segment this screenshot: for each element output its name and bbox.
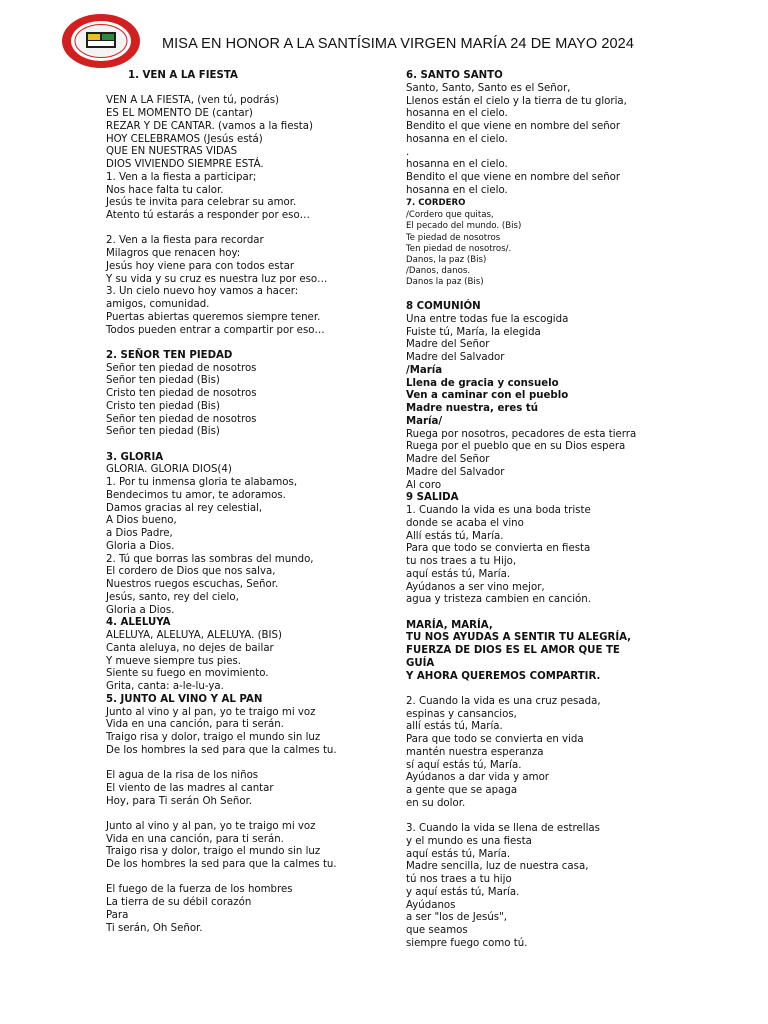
lyric-line: Bendito el que viene en nombre del señor xyxy=(406,172,621,183)
lyric-line: Nuestros ruegos escuchas, Señor. xyxy=(106,579,279,590)
lyric-line: Ayúdanos a ser vino mejor, xyxy=(406,581,545,593)
lyric-line: Ven a caminar con el pueblo xyxy=(406,390,569,402)
lyric-line: Traigo risa y dolor, traigo el mundo sin luz xyxy=(106,732,321,743)
lyric-line: ES EL MOMENTO DE (cantar) xyxy=(106,108,253,119)
lyric-line: 3. Cuando la vida se llena de estrellas xyxy=(406,823,600,835)
lyric-line: Madre del Señor xyxy=(406,454,490,466)
section-title: 2. SEÑOR TEN PIEDAD xyxy=(106,349,233,361)
lyric-line: GLORIA. GLORIA DIOS(4) xyxy=(106,464,232,476)
section-title: 6. SANTO SANTO xyxy=(406,70,503,81)
lyric-line: Vida en una canción, para ti serán. xyxy=(106,719,284,731)
lyric-line: . xyxy=(406,146,410,158)
lyric-line: amigos, comunidad. xyxy=(106,299,210,310)
lyric-line: Al coro xyxy=(406,479,442,491)
lyric-line: espinas y cansancios, xyxy=(406,708,517,720)
lyric-line: y aquí estás tú, María. xyxy=(406,886,520,898)
lyric-line: a gente que se apaga xyxy=(406,785,518,797)
lyric-line: La tierra de su débil corazón xyxy=(106,897,252,908)
section-title: 7. CORDERO xyxy=(406,197,466,208)
lyric-line: Madre nuestra, eres tú xyxy=(406,403,539,415)
lyric-line: Gloria a Dios. xyxy=(106,604,175,616)
section-title: 8 COMUNIÓN xyxy=(406,301,481,313)
right-column xyxy=(406,70,706,951)
lyric-line: 1. Ven a la fiesta a participar; xyxy=(106,171,257,183)
lyrics-block xyxy=(106,464,376,617)
lyric-line: De los hombres la sed para que la calmes tu. xyxy=(106,744,337,756)
lyric-line: Bendito el que viene en nombre del señor xyxy=(406,121,621,132)
lyric-line: sí aquí estás tú, María. xyxy=(406,759,522,771)
lyrics-block xyxy=(406,365,706,429)
left-column xyxy=(106,70,376,935)
lyric-line: 2. Tú que borras las sombras del mundo, xyxy=(106,553,314,565)
lyric-line: y el mundo es una fiesta xyxy=(406,835,532,847)
lyric-line: GUÍA xyxy=(406,657,435,669)
lyric-line: Nos hace falta tu calor. xyxy=(106,184,224,196)
lyrics-block xyxy=(406,505,706,607)
lyric-line: REZAR Y DE CANTAR. (vamos a la fiesta) xyxy=(106,120,314,132)
lyric-line: Cristo ten piedad de nosotros xyxy=(106,388,257,399)
lyric-line: Señor ten piedad (Bis) xyxy=(106,375,220,387)
lyric-line: QUE EN NUESTRAS VIDAS xyxy=(106,146,238,158)
lyric-line: Gloria a Dios. xyxy=(106,540,175,552)
lyric-line: VEN A LA FIESTA, (ven tú, podrás) xyxy=(106,95,280,107)
lyric-line: Ruega por nosotros, pecadores de esta tierra xyxy=(406,428,637,440)
lyric-line: Traigo risa y dolor, traigo el mundo sin luz xyxy=(106,846,321,858)
lyric-line: El fuego de la fuerza de los hombres xyxy=(106,884,293,896)
lyric-line: Todos pueden entrar a compartir por eso… xyxy=(106,324,325,336)
lyric-line: 1. Cuando la vida es una boda triste xyxy=(406,505,591,517)
lyric-line: Puertas abiertas queremos siempre tener. xyxy=(106,311,321,323)
lyrics-block xyxy=(406,696,706,811)
lyric-line: agua y tristeza cambien en canción. xyxy=(406,594,591,606)
lyrics-block xyxy=(106,95,376,223)
lyric-line: TU NOS AYUDAS A SENTIR TU ALEGRÍA, xyxy=(406,632,632,644)
lyric-line: 3. Un cielo nuevo hoy vamos a hacer: xyxy=(106,286,299,298)
lyric-line: FUERZA DE DIOS ES EL AMOR QUE TE xyxy=(406,645,620,657)
lyric-line: Santo, Santo, Santo es el Señor, xyxy=(406,82,571,94)
lyric-line: Y mueve siempre tus pies. xyxy=(106,655,242,667)
lyric-line: MARÍA, MARÍA, xyxy=(406,619,493,631)
lyric-line: Junto al vino y al pan, yo te traigo mi voz xyxy=(106,820,316,832)
lyric-line: Danos, la paz (Bis) xyxy=(406,255,487,266)
lyric-line: Señor ten piedad de nosotros xyxy=(106,413,257,425)
lyrics-block xyxy=(106,770,376,808)
section-title: 5. JUNTO AL VINO Y AL PAN xyxy=(106,693,263,705)
lyric-line: hosanna en el cielo. xyxy=(406,133,508,145)
lyrics-block xyxy=(106,363,376,440)
lyric-line: Llena de gracia y consuelo xyxy=(406,377,559,389)
lyric-line: Ten piedad de nosotros/. xyxy=(406,243,512,254)
lyric-line: Jesús te invita para celebrar su amor. xyxy=(106,197,297,209)
lyric-line: tú nos traes a tu hijo xyxy=(406,874,512,886)
lyrics-block xyxy=(406,823,706,951)
lyric-line: Damos gracias al rey celestial, xyxy=(106,502,263,514)
lyric-line: Señor ten piedad (Bis) xyxy=(106,426,220,438)
lyric-line: en su dolor. xyxy=(406,797,466,809)
lyric-line: /Danos, danos. xyxy=(406,266,471,277)
lyrics-block xyxy=(106,821,376,872)
lyric-line: El pecado del mundo. (Bis) xyxy=(406,221,522,232)
lyric-line: Señor ten piedad de nosotros xyxy=(106,362,257,374)
lyric-line: aquí estás tú, María. xyxy=(406,848,511,860)
lyric-line: Para que todo se convierta en fiesta xyxy=(406,543,591,555)
lyrics-block xyxy=(406,83,706,198)
lyric-line: hosanna en el cielo. xyxy=(406,184,508,196)
school-logo xyxy=(60,12,142,70)
lyric-line: Grita, canta: a-le-lu-ya. xyxy=(106,681,224,692)
page-title: MISA EN HONOR A LA SANTÍSIMA VIRGEN MARÍA 24 DE MAYO 2024 xyxy=(162,36,635,52)
lyric-line: Vida en una canción, para ti serán. xyxy=(106,833,284,845)
lyric-line: Hoy, para Ti serán Oh Señor. xyxy=(106,795,253,807)
lyric-line: Jesús, santo, rey del cielo, xyxy=(106,591,239,603)
lyrics-block xyxy=(406,429,706,493)
lyric-line: hosanna en el cielo. xyxy=(406,108,508,120)
lyric-line: 2. Ven a la fiesta para recordar xyxy=(106,235,264,247)
lyric-line: allí estás tú, María. xyxy=(406,721,503,733)
lyric-line: Madre sencilla, luz de nuestra casa, xyxy=(406,861,589,873)
lyric-line: Canta aleluya, no dejes de bailar xyxy=(106,642,274,654)
lyric-line: aquí estás tú, María. xyxy=(406,568,511,580)
lyric-line: Allí estás tú, María. xyxy=(406,530,504,542)
lyric-line: Ayúdanos a dar vida y amor xyxy=(406,772,549,784)
lyric-line: siempre fuego como tú. xyxy=(406,937,528,949)
lyric-line: Y su vida y su cruz es nuestra luz por eso… xyxy=(106,273,328,285)
lyric-line: /María xyxy=(406,364,443,376)
lyric-line: a Dios Padre, xyxy=(106,528,173,539)
lyric-line: a ser "los de Jesús", xyxy=(406,912,508,924)
lyric-line: Ruega por el pueblo que en su Dios espera xyxy=(406,441,626,453)
lyrics-block xyxy=(106,630,376,694)
chorus-block xyxy=(406,620,706,684)
lyric-line: 2. Cuando la vida es una cruz pesada, xyxy=(406,695,601,707)
lyric-line: 1. Por tu inmensa gloria te alabamos, xyxy=(106,477,298,488)
lyric-line: A Dios bueno, xyxy=(106,515,177,527)
lyric-line: Llenos están el cielo y la tierra de tu gloria, xyxy=(406,95,627,107)
lyric-line: De los hombres la sed para que la calmes tu. xyxy=(106,859,337,870)
lyric-line: Jesús hoy viene para con todos estar xyxy=(106,260,295,272)
lyric-line: que seamos xyxy=(406,925,468,937)
lyric-line: DIOS VIVIENDO SIEMPRE ESTÁ. xyxy=(106,159,264,170)
lyric-line: Para xyxy=(106,909,129,921)
lyric-line: Madre del Señor xyxy=(406,339,490,351)
lyric-line: Fuiste tú, María, la elegida xyxy=(406,326,541,338)
lyric-line: Te piedad de nosotros xyxy=(406,232,501,243)
lyric-line: Siente su fuego en movimiento. xyxy=(106,668,269,680)
lyric-line: Danos la paz (Bis) xyxy=(406,277,484,288)
lyric-line: Ayúdanos xyxy=(406,899,456,911)
lyrics-block xyxy=(106,235,376,337)
lyric-line: Bendecimos tu amor, te adoramos. xyxy=(106,489,286,501)
lyrics-block xyxy=(406,314,706,365)
lyric-line: Milagros que renacen hoy: xyxy=(106,248,241,259)
lyrics-block xyxy=(106,707,376,758)
lyric-line: Y AHORA QUEREMOS COMPARTIR. xyxy=(406,670,601,682)
lyric-line: tu nos traes a tu Hijo, xyxy=(406,556,517,568)
lyrics-block xyxy=(106,884,376,935)
lyric-line: Madre del Salvador xyxy=(406,352,505,364)
lyric-line: Madre del Salvador xyxy=(406,466,505,478)
lyric-line: Una entre todas fue la escogida xyxy=(406,313,569,325)
section-title: 3. GLORIA xyxy=(106,451,164,463)
lyric-line: /Cordero que quitas, xyxy=(406,210,494,221)
lyric-line: María/ xyxy=(406,415,443,427)
lyric-line: El cordero de Dios que nos salva, xyxy=(106,566,276,578)
lyric-line: Junto al vino y al pan, yo te traigo mi voz xyxy=(106,706,316,718)
lyric-line: HOY CELEBRAMOS (Jesús está) xyxy=(106,133,263,145)
lyric-line: ALELUYA, ALELUYA, ALELUYA. (BIS) xyxy=(106,630,282,641)
lyric-line: El agua de la risa de los niños xyxy=(106,770,259,781)
section-title: 4. ALELUYA xyxy=(106,617,171,629)
lyric-line: mantén nuestra esperanza xyxy=(406,746,544,758)
lyric-line: Para que todo se convierta en vida xyxy=(406,734,584,746)
section-title: 1. VEN A LA FIESTA xyxy=(128,70,238,81)
lyrics-block xyxy=(406,210,706,288)
lyric-line: El viento de las madres al cantar xyxy=(106,782,274,794)
lyric-line: hosanna en el cielo. xyxy=(406,159,508,171)
section-title: 9 SALIDA xyxy=(406,492,459,504)
lyric-line: Ti serán, Oh Señor. xyxy=(106,922,203,934)
lyric-line: Atento tú estarás a responder por eso… xyxy=(106,210,310,221)
lyric-line: Cristo ten piedad (Bis) xyxy=(106,400,220,412)
lyric-line: donde se acaba el vino xyxy=(406,517,524,529)
